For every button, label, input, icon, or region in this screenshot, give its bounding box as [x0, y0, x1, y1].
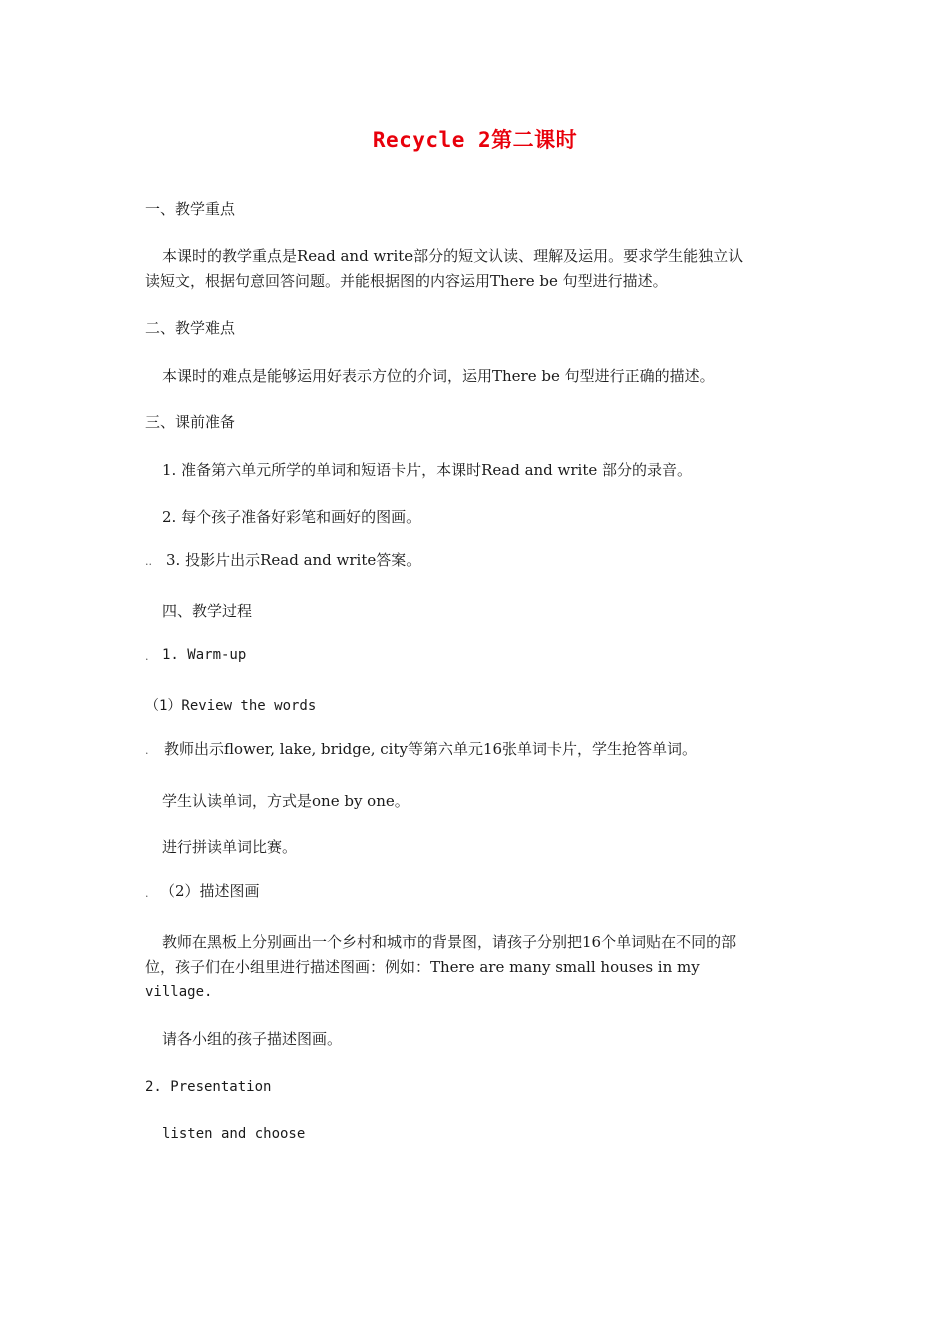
warmup-marker: .: [145, 650, 149, 663]
listen-and-choose: listen and choose: [162, 1126, 306, 1142]
section-1-paragraph-line-1: 本课时的教学重点是Read and write部分的短文认读、理解及运用。要求学生能独立认: [162, 247, 744, 265]
describe-paragraph-line-2: 位，孩子们在小组里进行描述图画：例如：There are many small houses in my: [145, 958, 700, 976]
prep-item-3: 3. 投影片出示Read and write答案。: [166, 551, 422, 569]
document-title: Recycle 2第二课时: [372, 128, 578, 152]
section-2-heading: 二、教学难点: [145, 319, 236, 337]
section-1-paragraph-line-2: 读短文，根据句意回答问题。并能根据图的内容运用There be 句型进行描述。: [145, 272, 668, 290]
section-4-heading: 四、教学过程: [162, 602, 253, 620]
review-paragraph-1: 教师出示flower, lake, bridge, city等第六单元16张单词卡片，学生抢答单词。: [164, 740, 698, 758]
presentation-heading: 2. Presentation: [145, 1079, 272, 1095]
section-3-heading: 三、课前准备: [145, 413, 236, 431]
warmup-heading: 1. Warm-up: [162, 647, 247, 663]
section-1-heading: 一、教学重点: [145, 200, 236, 218]
review-paragraph-2: 学生认读单词，方式是one by one。: [162, 792, 410, 810]
prep-item-3-marker: ..: [145, 555, 152, 568]
describe-heading: （2）描述图画: [160, 882, 260, 900]
section-2-paragraph: 本课时的难点是能够运用好表示方位的介词，运用There be 句型进行正确的描述。: [162, 367, 715, 385]
describe-marker: .: [145, 887, 149, 900]
review-heading: （1）Review the words: [145, 698, 317, 714]
prep-item-2: 2. 每个孩子准备好彩笔和画好的图画。: [162, 508, 422, 526]
review-marker: .: [145, 744, 149, 757]
describe-paragraph-2: 请各小组的孩子描述图画。: [162, 1030, 343, 1048]
prep-item-1: 1. 准备第六单元所学的单词和短语卡片，本课时Read and write 部分的录音。: [162, 461, 693, 479]
review-paragraph-3: 进行拼读单词比赛。: [162, 838, 298, 856]
describe-paragraph-line-3: village.: [145, 984, 213, 1000]
describe-paragraph-line-1: 教师在黑板上分别画出一个乡村和城市的背景图，请孩子分别把16个单词贴在不同的部: [162, 933, 737, 951]
